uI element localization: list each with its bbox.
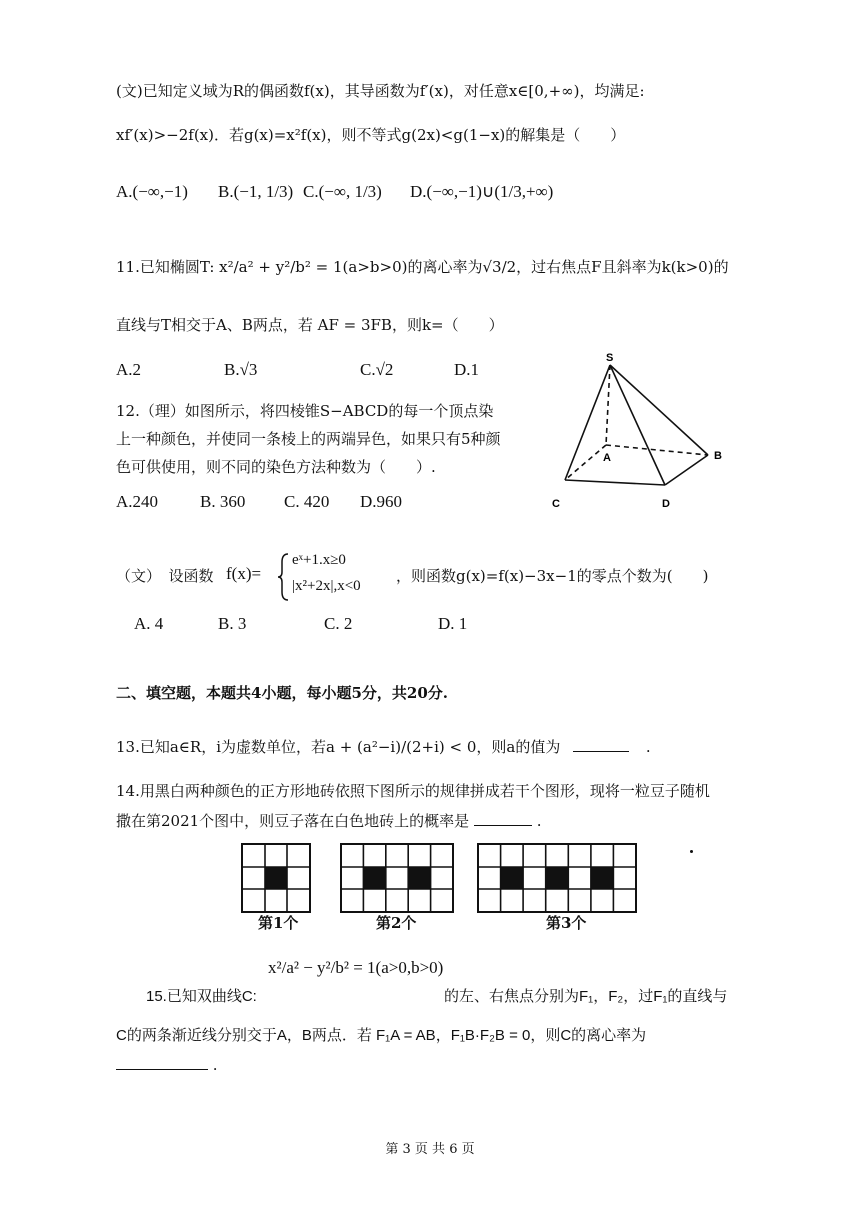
q13-stem: 13.已知a∈R，i为虚数单位，若a + (a²−i)/(2+i) < 0，则a的值为 [116, 738, 561, 756]
q12-option-c: C. 420 [284, 492, 330, 511]
q11-option-a: A.2 [116, 360, 142, 379]
q14-end: . [536, 812, 542, 830]
tile-figure-1 [241, 843, 311, 913]
q10w-line1: (文)已知定义域为R的偶函数f(x)，其导函数为f′(x)，对任意x∈[0,+∞)，均满足: [116, 82, 645, 100]
q12w-suffix: ，则函数g(x)=f(x)−3x−1的零点个数为( ) [396, 567, 709, 585]
answer-blank[interactable] [474, 825, 532, 826]
q12-option-a: A.240 [116, 492, 159, 511]
tile-label-2: 第2个 [376, 914, 417, 932]
q12-line1: 12.（理）如图所示，将四棱锥S−ABCD的每一个顶点染 [116, 402, 494, 420]
q13-end: . [645, 738, 651, 756]
q10w-line2: xf′(x)>−2f(x)．若g(x)=x²f(x)，则不等式g(2x)<g(1−x)的解集是（ ） [116, 126, 626, 144]
q13-text [116, 736, 651, 757]
q12w-option-d: D. 1 [438, 614, 468, 633]
vertex-label-s: S [606, 352, 614, 364]
q15-line1a: 15.已知双曲线C: [146, 988, 257, 1005]
q10w-option-a: A.(−∞,−1) [116, 182, 188, 201]
q14-line1: 14.用黑白两种颜色的正方形地砖依照下图所示的规律拼成若干个图形，现将一粒豆子随机 [116, 782, 710, 800]
q12w-case1: eˣ+1.x≥0 [292, 552, 346, 568]
q10w-option-c: C.(−∞, 1/3) [303, 182, 382, 201]
q14-line2 [116, 810, 542, 831]
q10w-option-b: B.(−1, 1/3) [218, 182, 294, 201]
q12-line2: 上一种颜色，并使同一条棱上的两端异色，如果只有5种颜 [116, 430, 501, 448]
q15-line1b: 的左、右焦点分别为F₁，F₂，过F₁的直线与 [444, 988, 728, 1005]
vertex-label-b: B [714, 450, 722, 462]
q12-line3: 色可供使用，则不同的染色方法种数为（ ）. [116, 458, 436, 476]
vertex-label-d: D [662, 498, 670, 510]
q15-answer [116, 1056, 218, 1074]
page-footer: 第 3 页 共 6 页 [385, 1142, 475, 1157]
vertex-label-a: A [603, 452, 611, 464]
vertex-label-c: C [552, 498, 560, 510]
pyramid-figure [540, 345, 740, 520]
q15-equation: x²/a² − y²/b² = 1(a>0,b>0) [268, 958, 444, 977]
q15-line2: C的两条渐近线分别交于A，B两点．若 F₁A = AB，F₁B·F₂B = 0，则C的离心率为 [116, 1027, 647, 1044]
q11-option-b: B.√3 [224, 360, 258, 379]
q12w-prefix: （文） 设函数 [116, 567, 214, 585]
q12-option-b: B. 360 [200, 492, 246, 511]
q12-option-d: D.960 [360, 492, 403, 511]
q12w-func: f(x)= [226, 564, 262, 583]
section-title: 二、填空题，本题共4小题，每小题5分，共20分. [116, 684, 448, 702]
tile-figure-2 [340, 843, 454, 913]
answer-blank[interactable] [573, 751, 629, 752]
q12w-option-c: C. 2 [324, 614, 353, 633]
stray-dot [690, 850, 693, 853]
q11-option-d: D.1 [454, 360, 480, 379]
brace-symbol [276, 552, 290, 602]
q11-line2: 直线与T相交于A、B两点，若 AF = 3FB，则k=（ ） [116, 316, 504, 334]
answer-blank[interactable] [116, 1069, 208, 1070]
tile-figure-3 [477, 843, 637, 913]
q12w-option-b: B. 3 [218, 614, 247, 633]
q14-stem: 撒在第2021个图中，则豆子落在白色地砖上的概率是 [116, 812, 470, 830]
q15-end: . [212, 1056, 218, 1074]
q10w-option-d: D.(−∞,−1)∪(1/3,+∞) [410, 182, 554, 201]
tile-label-1: 第1个 [258, 914, 299, 932]
q12w-option-a: A. 4 [134, 614, 164, 633]
q12w-case2: |x²+2x|,x<0 [292, 578, 361, 594]
tile-label-3: 第3个 [546, 914, 587, 932]
q11-option-c: C.√2 [360, 360, 394, 379]
q11-line1: 11.已知椭圆T: x²/a² + y²/b² = 1(a>b>0)的离心率为√3/2，过右焦点F且斜率为k(k>0)的 [116, 258, 729, 276]
